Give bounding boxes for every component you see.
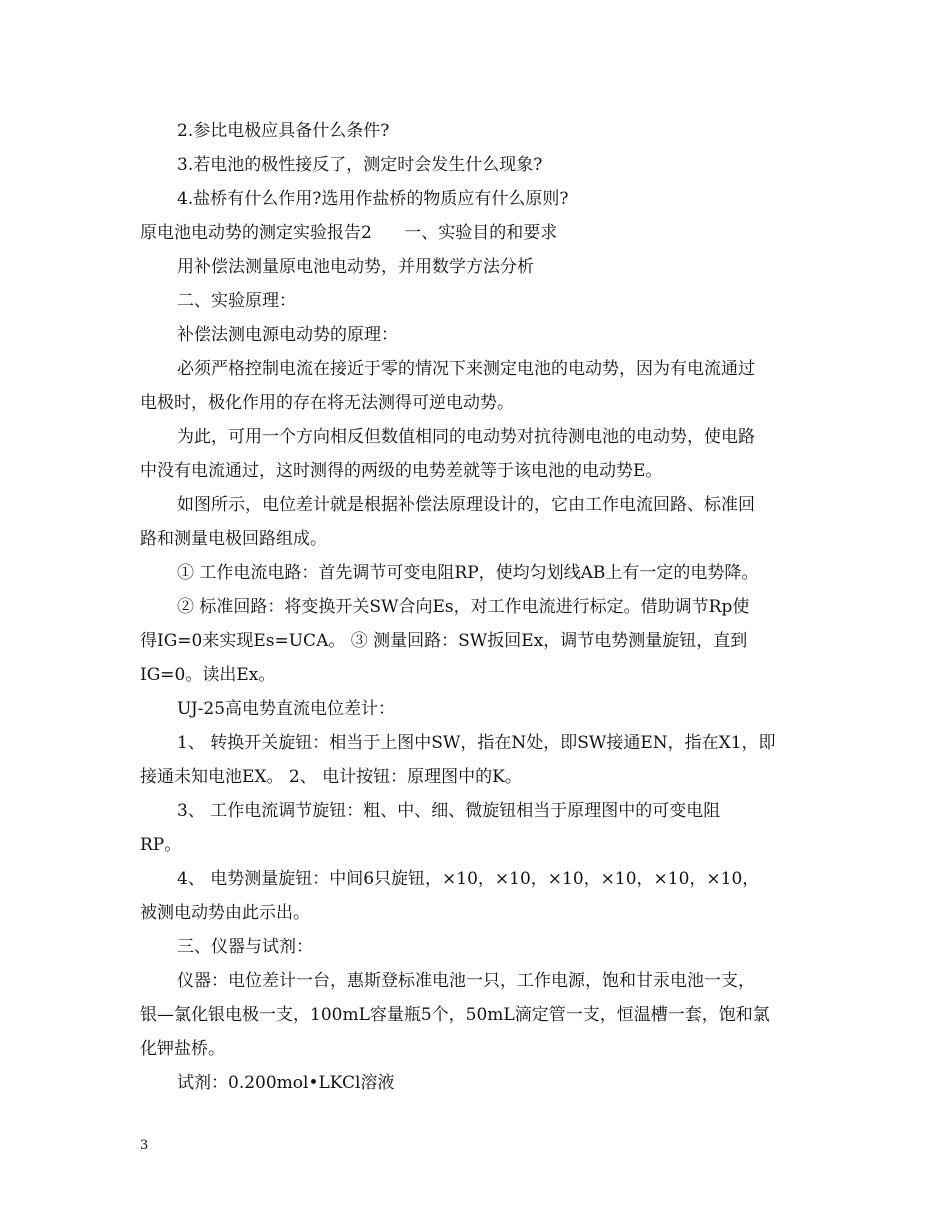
paragraph xyxy=(140,590,812,692)
paragraph xyxy=(140,148,812,182)
text-line: 二、实验原理： xyxy=(177,291,296,311)
text-line: 被测电动势由此示出。 xyxy=(140,903,310,923)
paragraph xyxy=(140,556,812,590)
document-body xyxy=(140,114,812,1100)
paragraph xyxy=(140,964,812,1066)
text-line: 三、仪器与试剂： xyxy=(177,937,313,957)
text-line: UJ-25高电势直流电位差计： xyxy=(177,699,396,719)
text-line: 3.若电池的极性接反了，测定时会发生什么现象? xyxy=(177,155,543,175)
paragraph xyxy=(140,930,812,964)
paragraph xyxy=(140,794,812,862)
paragraph xyxy=(140,114,812,148)
paragraph xyxy=(140,250,812,284)
text-line: 4.盐桥有什么作用?选用作盐桥的物质应有什么原则? xyxy=(177,189,569,209)
paragraph xyxy=(140,862,812,930)
paragraph xyxy=(140,488,812,556)
text-line: ① 工作电流电路：首先调节可变电阻RP，使均匀划线AB上有一定的电势降。 xyxy=(177,563,759,583)
text-line: 仪器：电位差计一台，惠斯登标准电池一只，工作电源，饱和甘汞电池一支， xyxy=(177,971,755,991)
paragraph xyxy=(140,318,812,352)
text-line: 化钾盐桥。 xyxy=(140,1039,225,1059)
text-line: 路和测量电极回路组成。 xyxy=(140,529,327,549)
paragraph xyxy=(140,1066,812,1100)
text-line: 银—氯化银电极一支，100mL容量瓶5个，50mL滴定管一支，恒温槽一套，饱和氯 xyxy=(140,1005,770,1025)
text-line: 为此，可用一个方向相反但数值相同的电动势对抗待测电池的电动势，使电路 xyxy=(177,427,755,447)
text-line: 用补偿法测量原电池电动势，并用数学方法分析 xyxy=(177,257,534,277)
text-line: 2.参比电极应具备什么条件? xyxy=(177,121,390,141)
text-line: 中没有电流通过，这时测得的两级的电势差就等于该电池的电动势E。 xyxy=(140,461,663,481)
text-line: 4、 电势测量旋钮：中间6只旋钮，×10，×10，×10，×10，×10，×10， xyxy=(177,869,760,889)
paragraph xyxy=(140,352,812,420)
text-line: 电极时，极化作用的存在将无法测得可逆电动势。 xyxy=(140,393,514,413)
paragraph xyxy=(140,284,812,318)
paragraph xyxy=(140,420,812,488)
page-number: 3 xyxy=(140,1138,149,1153)
paragraph xyxy=(140,182,812,216)
text-line: 3、 工作电流调节旋钮：粗、中、细、微旋钮相当于原理图中的可变电阻 xyxy=(177,801,721,821)
paragraph xyxy=(140,726,812,794)
text-line: 必须严格控制电流在接近于零的情况下来测定电池的电动势，因为有电流通过 xyxy=(177,359,755,379)
text-line: 补偿法测电源电动势的原理： xyxy=(177,325,398,345)
paragraph xyxy=(140,692,812,726)
text-line: 得IG=0来实现Es=UCA。 ③ 测量回路：SW扳回Ex，调节电势测量旋钮，直到 xyxy=(140,631,748,651)
text-line: 试剂：0.200mol•LKCl溶液 xyxy=(177,1073,395,1093)
paragraph xyxy=(140,216,812,250)
text-line: ② 标准回路：将变换开关SW合向Es，对工作电流进行标定。借助调节Rp使 xyxy=(177,597,750,617)
text-line: 如图所示，电位差计就是根据补偿法原理设计的，它由工作电流回路、标准回 xyxy=(177,495,755,515)
text-line: 原电池电动势的测定实验报告2 一、实验目的和要求 xyxy=(140,223,558,243)
text-line: RP。 xyxy=(140,835,182,855)
text-line: IG=0。读出Ex。 xyxy=(140,665,276,685)
text-line: 1、 转换开关旋钮：相当于上图中SW，指在N处，即SW接通EN，指在X1，即 xyxy=(177,733,776,753)
text-line: 接通未知电池EX。 2、 电计按钮：原理图中的K。 xyxy=(140,767,522,787)
